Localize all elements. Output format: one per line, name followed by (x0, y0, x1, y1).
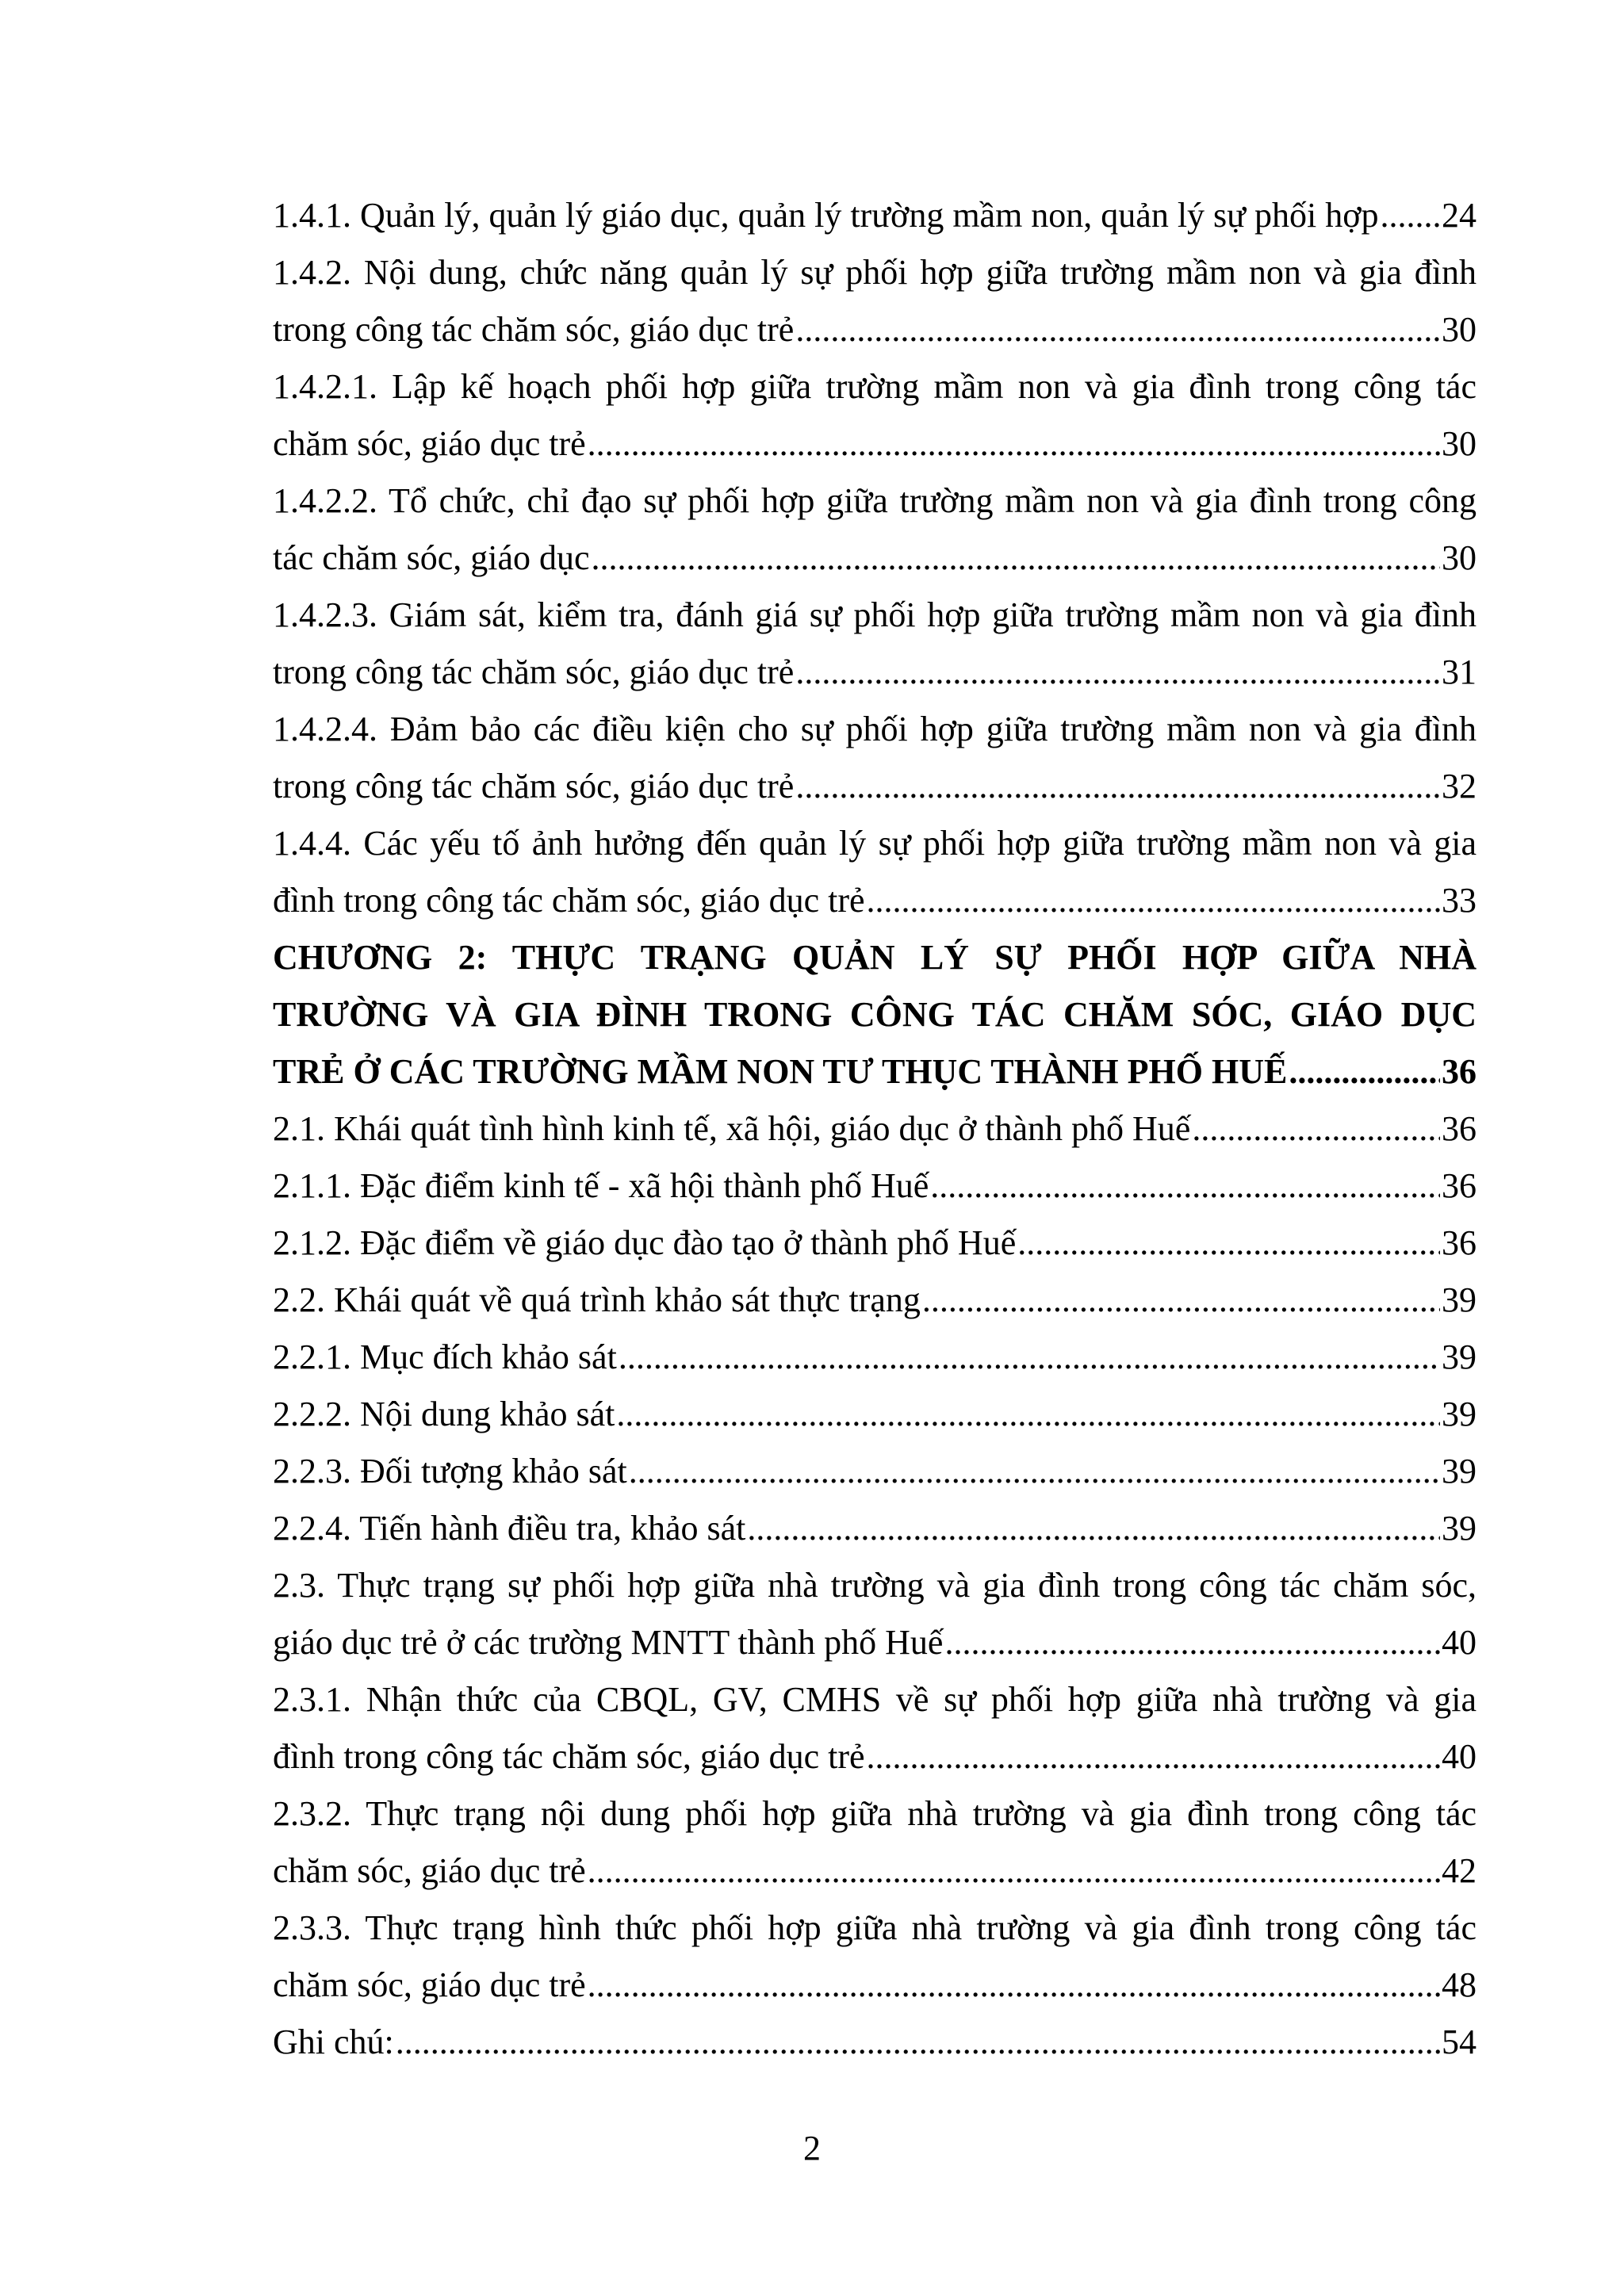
toc-entry-line (273, 587, 1477, 644)
toc-page-number: 24 (1442, 196, 1477, 235)
toc-entry-line (273, 1900, 1477, 1957)
toc-entry-text: 2.3.3. Thực trạng hình thức phối hợp giữa nhà trường và gia đình trong công tác (273, 1908, 1477, 1947)
toc-entry-text: trong công tác chăm sóc, giáo dục trẻ (273, 310, 795, 349)
toc-entry[interactable] (273, 244, 1477, 358)
toc-entry[interactable] (273, 1500, 1477, 1557)
dot-leader (619, 1329, 1440, 1386)
toc-entry-line (273, 473, 1477, 530)
toc-entry-text: 2.2.3. Đối tượng khảo sát (273, 1452, 627, 1490)
toc-page-number: 40 (1442, 1737, 1477, 1776)
dot-leader (867, 872, 1440, 929)
toc-entry-text: chăm sóc, giáo dục trẻ (273, 424, 586, 463)
toc-entry-line (273, 1386, 1477, 1443)
dot-leader (867, 1728, 1440, 1785)
dot-leader (795, 644, 1440, 701)
toc-entry[interactable] (273, 1443, 1477, 1500)
toc-page-number: 39 (1442, 1280, 1477, 1319)
toc-page-number: 36 (1442, 1109, 1477, 1148)
toc-entry-line (273, 758, 1477, 815)
toc-entry-line (273, 1728, 1477, 1785)
toc-page-number: 30 (1442, 538, 1477, 577)
toc-entry[interactable] (273, 815, 1477, 929)
toc-entry-text: 1.4.2.4. Đảm bảo các điều kiện cho sự phối hợp giữa trường mầm non và gia đình (273, 710, 1477, 748)
toc-entry-text: trong công tác chăm sóc, giáo dục trẻ (273, 652, 795, 691)
toc-entry-text: đình trong công tác chăm sóc, giáo dục trẻ (273, 881, 865, 920)
toc-page-number: 36 (1442, 1166, 1477, 1205)
toc-entry-line (273, 187, 1477, 244)
toc-entry-line (273, 1785, 1477, 1843)
toc-entry-text: giáo dục trẻ ở các trường MNTT thành phố Huế (273, 1623, 944, 1662)
toc-entry[interactable] (273, 1386, 1477, 1443)
toc-entry[interactable] (273, 1785, 1477, 1900)
toc-entry-text: chăm sóc, giáo dục trẻ (273, 1851, 586, 1890)
toc-page-number: 30 (1442, 310, 1477, 349)
toc-entry-line (273, 929, 1477, 986)
toc-entry-text: 2.1.1. Đặc điểm kinh tế - xã hội thành phố Huế (273, 1166, 929, 1205)
toc-page-number: 39 (1442, 1509, 1477, 1548)
toc-page-number: 39 (1442, 1337, 1477, 1376)
toc-entry-text: TRẺ Ở CÁC TRƯỜNG MẦM NON TƯ THỤC THÀNH PHỐ HUẾ (273, 1052, 1288, 1091)
dot-leader (930, 1158, 1440, 1215)
toc-entry-text: Ghi chú: (273, 2022, 394, 2061)
toc-entry[interactable] (273, 1671, 1477, 1785)
dot-leader (588, 1957, 1440, 2014)
dot-leader (795, 758, 1440, 815)
toc-entry-line (273, 815, 1477, 872)
toc-entry[interactable] (273, 587, 1477, 701)
toc-entry-text: 2.2.1. Mục đích khảo sát (273, 1337, 617, 1376)
toc-page-number: 39 (1442, 1452, 1477, 1490)
toc-page-number: 36 (1442, 1052, 1477, 1091)
toc-entry-line (273, 644, 1477, 701)
toc-entry-text: 1.4.2. Nội dung, chức năng quản lý sự phối hợp giữa trường mầm non và gia đình (273, 253, 1477, 292)
toc-entry-text: chăm sóc, giáo dục trẻ (273, 1965, 586, 2004)
toc-entry[interactable] (273, 1272, 1477, 1329)
toc-entry-line (273, 1957, 1477, 2014)
toc-chapter-entry[interactable] (273, 929, 1477, 1100)
toc-entry-line (273, 530, 1477, 587)
toc-entry-line (273, 1843, 1477, 1900)
toc-entry-line (273, 1500, 1477, 1557)
dot-leader (592, 530, 1440, 587)
toc-entry[interactable] (273, 187, 1477, 244)
dot-leader (944, 1614, 1440, 1671)
toc-entry-line (273, 1671, 1477, 1728)
toc-page-number: 42 (1442, 1851, 1477, 1890)
toc-entry-text: 1.4.4. Các yếu tố ảnh hưởng đến quản lý sự phối hợp giữa trường mầm non và gia (273, 824, 1477, 863)
toc-entry-text: 2.3.1. Nhận thức của CBQL, GV, CMHS về sự phối hợp giữa nhà trường và gia (273, 1680, 1477, 1719)
toc-entry-line (273, 1158, 1477, 1215)
toc-page-number: 32 (1442, 767, 1477, 806)
toc-entry-text: 1.4.2.3. Giám sát, kiểm tra, đánh giá sự phối hợp giữa trường mầm non và gia đình (273, 595, 1477, 634)
toc-entry[interactable] (273, 1100, 1477, 1158)
toc-page-number: 54 (1442, 2022, 1477, 2061)
toc-entry-line (273, 701, 1477, 758)
toc-entry-text: tác chăm sóc, giáo dục (273, 538, 590, 577)
toc-entry-line (273, 415, 1477, 473)
toc-entry-text: CHƯƠNG 2: THỰC TRẠNG QUẢN LÝ SỰ PHỐI HỢP GIỮA NHÀ (273, 938, 1477, 977)
toc-entry-line (273, 1215, 1477, 1272)
dot-leader (396, 2014, 1440, 2071)
dot-leader (1381, 187, 1440, 244)
page-number: 2 (803, 2129, 821, 2168)
toc-page-number: 33 (1442, 881, 1477, 920)
toc-entry-text: 1.4.1. Quản lý, quản lý giáo dục, quản lý trường mầm non, quản lý sự phối hợp (273, 196, 1379, 235)
dot-leader (747, 1500, 1440, 1557)
toc-entry-text: 1.4.2.2. Tổ chức, chỉ đạo sự phối hợp giữa trường mầm non và gia đình trong công (273, 481, 1477, 520)
toc-entry[interactable] (273, 358, 1477, 473)
dot-leader (1192, 1100, 1440, 1158)
toc-page-number: 39 (1442, 1395, 1477, 1433)
toc-entry-line (273, 1100, 1477, 1158)
toc-entry-line (273, 358, 1477, 415)
toc-entry-line (273, 1443, 1477, 1500)
toc-entry-line (273, 301, 1477, 358)
toc-entry[interactable] (273, 1900, 1477, 2014)
dot-leader (922, 1272, 1440, 1329)
dot-leader (1017, 1215, 1440, 1272)
toc-entry[interactable] (273, 1215, 1477, 1272)
toc-entry[interactable] (273, 701, 1477, 815)
table-of-contents (273, 187, 1477, 2071)
dot-leader (616, 1386, 1440, 1443)
toc-entry[interactable] (273, 1329, 1477, 1386)
toc-entry[interactable] (273, 2014, 1477, 2071)
toc-entry-line (273, 244, 1477, 301)
toc-page-number: 40 (1442, 1623, 1477, 1662)
dot-leader (588, 1843, 1440, 1900)
toc-entry-text: 2.2. Khái quát về quá trình khảo sát thực trạng (273, 1280, 921, 1319)
toc-entry[interactable] (273, 1557, 1477, 1671)
toc-entry-line (273, 2014, 1477, 2071)
toc-entry[interactable] (273, 1158, 1477, 1215)
toc-entry-text: trong công tác chăm sóc, giáo dục trẻ (273, 767, 795, 806)
dot-leader (629, 1443, 1440, 1500)
toc-entry-line (273, 1614, 1477, 1671)
toc-entry-line (273, 1272, 1477, 1329)
dot-leader (588, 415, 1440, 473)
toc-entry[interactable] (273, 473, 1477, 587)
toc-entry-line (273, 1557, 1477, 1614)
toc-entry-line (273, 1329, 1477, 1386)
dot-leader (1289, 1043, 1440, 1100)
toc-page-number: 36 (1442, 1223, 1477, 1262)
toc-entry-text: 1.4.2.1. Lập kế hoạch phối hợp giữa trường mầm non và gia đình trong công tác (273, 367, 1477, 406)
toc-entry-text: TRƯỜNG VÀ GIA ĐÌNH TRONG CÔNG TÁC CHĂM SÓC, GIÁO DỤC (273, 995, 1477, 1034)
toc-entry-text: 2.2.4. Tiến hành điều tra, khảo sát (273, 1509, 746, 1548)
toc-entry-line (273, 1043, 1477, 1100)
toc-entry-text: 2.3. Thực trạng sự phối hợp giữa nhà trường và gia đình trong công tác chăm sóc, (273, 1566, 1477, 1605)
toc-page-number: 31 (1442, 652, 1477, 691)
toc-entry-line (273, 986, 1477, 1043)
toc-page-number: 48 (1442, 1965, 1477, 2004)
toc-entry-text: 2.2.2. Nội dung khảo sát (273, 1395, 615, 1433)
toc-entry-text: 2.1. Khái quát tình hình kinh tế, xã hội, giáo dục ở thành phố Huế (273, 1109, 1191, 1148)
toc-entry-text: 2.1.2. Đặc điểm về giáo dục đào tạo ở thành phố Huế (273, 1223, 1017, 1262)
dot-leader (795, 301, 1440, 358)
toc-entry-text: đình trong công tác chăm sóc, giáo dục trẻ (273, 1737, 865, 1776)
toc-entry-text: 2.3.2. Thực trạng nội dung phối hợp giữa nhà trường và gia đình trong công tác (273, 1794, 1477, 1833)
toc-page-number: 30 (1442, 424, 1477, 463)
toc-entry-line (273, 872, 1477, 929)
